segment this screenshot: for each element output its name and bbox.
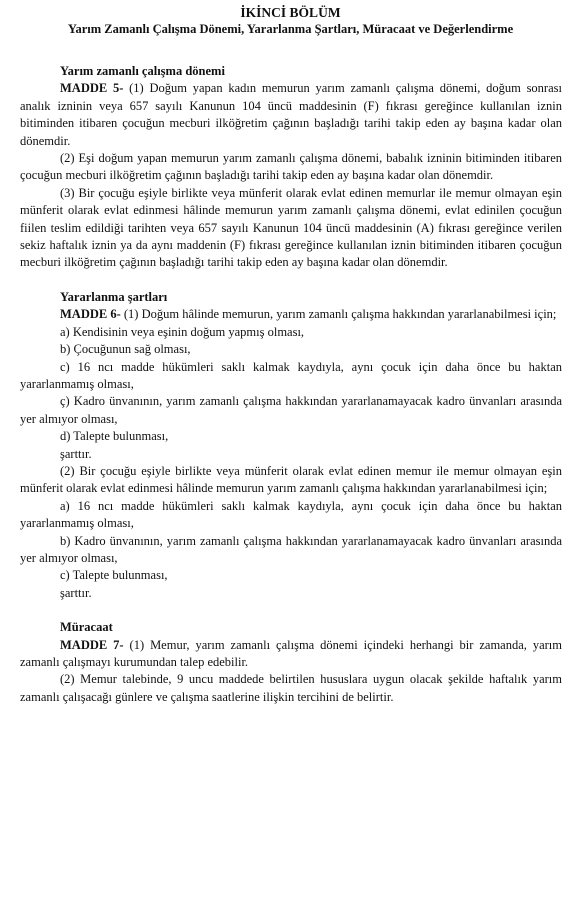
- madde-6-item-a: a) Kendisinin veya eşinin doğum yapmış olması,: [60, 324, 305, 339]
- madde-7-text-1: (1) Memur, yarım zamanlı çalışma dönemi içindeki herhangi bir zamanda, yarım zamanlı çalışmayı kurumundan talep edebilir.: [20, 637, 563, 669]
- chapter-heading: İKİNCİ BÖLÜM: [240, 5, 341, 20]
- madde-5-text-1: (1) Doğum yapan kadın memurun yarım zamanlı çalışma dönemi, doğum sonrası analık izninin veya 657 sayılı Kanunun 104 üncü maddesinin (F) fıkrası gereğince kullanılan iznin bitiminden itibaren çocuğun mecburi ilköğretim çağının başladığı tarihi takip eden ay başına kadar olan dönemdir.: [20, 81, 562, 148]
- document-body: [20, 63, 562, 706]
- section-gap: [20, 602, 562, 619]
- madde-6-item-c2: c) Talepte bulunması,: [60, 568, 168, 583]
- madde-5-label: MADDE 5-: [60, 81, 124, 96]
- madde-6-item-b2: b) Kadro ünvanının, yarım zamanlı çalışma hakkından yararlanamayacak kadro ünvanları arasında yer almıyor olması,: [20, 533, 562, 565]
- madde-5-paragraph-3: (3) Bir çocuğu eşiyle birlikte veya münferit olarak evlat edinen memurlar ile memur olmayan eşin münferit olarak evlat edinmesi hâlinde memurun yarım zamanlı çalışma dönemi, evlat edinilen çocuğun fiilen teslim edildiği tarihten veya 657 sayılı Kanunun 104 üncü maddesinin (A) fıkrası gereğince verilen sekiz haftalık iznin ya da aynı maddenin (F) fıkrası gereğince kullanılan iznin bitiminden itibaren çocuğun mecburi ilköğretim çağının başladığı tarihi takip eden ay başına kadar olan dönemdir.: [20, 185, 562, 270]
- madde-5-paragraph-2: (2) Eşi doğum yapan memurun yarım zamanlı çalışma dönemi, babalık izninin bitiminden itibaren çocuğun mecburi ilköğretim çağının başladığı tarihi takip eden ay başına kadar olan dönemdir.: [20, 151, 562, 183]
- madde-7-label: MADDE 7-: [60, 637, 124, 652]
- madde-6-item-d: d) Talepte bulunması,: [60, 429, 169, 444]
- madde-5-paragraph-1: [20, 80, 562, 150]
- chapter-title: Yarım Zamanlı Çalışma Dönemi, Yararlanma Şartları, Müracaat ve Değerlendirme: [67, 22, 514, 36]
- section-gap: [20, 272, 562, 289]
- madde-6-sart-2: şarttır.: [60, 585, 92, 600]
- madde-6-item-c: c) 16 ncı madde hükümleri saklı kalmak kaydıyla, aynı çocuk için daha önce bu haktan yararlanmamış olması,: [20, 359, 562, 391]
- madde-6-paragraph-1: [20, 306, 562, 323]
- madde-6-item-cc: ç) Kadro ünvanının, yarım zamanlı çalışma hakkından yararlanamayacak kadro ünvanları arasında yer almıyor olması,: [20, 394, 562, 426]
- madde-7-paragraph-1: [20, 637, 562, 672]
- madde-6-paragraph-2: (2) Bir çocuğu eşiyle birlikte veya münferit olarak evlat edinen memur ile memur olmayan eşin münferit olarak evlat edinmesi hâlinde memurun yarım zamanlı çalışma hakkından yararlanabilmesi için;: [20, 463, 562, 496]
- madde-6-text-1: (1) Doğum hâlinde memurun, yarım zamanlı çalışma hakkından yararlanabilmesi için;: [120, 307, 557, 322]
- madde-6-sart-1: şarttır.: [60, 446, 92, 461]
- madde-6-label: MADDE 6-: [60, 307, 121, 322]
- section-heading-muracaat: Müracaat: [60, 620, 113, 635]
- section-heading-yararlanma: Yararlanma şartları: [60, 289, 168, 304]
- madde-6-item-a2: a) 16 ncı madde hükümleri saklı kalmak kaydıyla, aynı çocuk için daha önce bu haktan yararlanmamış olması,: [20, 498, 562, 531]
- madde-6-item-b: b) Çocuğunun sağ olması,: [60, 342, 191, 357]
- section-heading-yarim-zamanli: Yarım zamanlı çalışma dönemi: [60, 64, 225, 78]
- madde-7-paragraph-2: (2) Memur talebinde, 9 uncu maddede belirtilen hususlara uygun olacak şekilde haftalık yarım zamanlı çalışacağı günlere ve çalışma saatlerine ilişkin tercihini de belirtir.: [20, 672, 562, 704]
